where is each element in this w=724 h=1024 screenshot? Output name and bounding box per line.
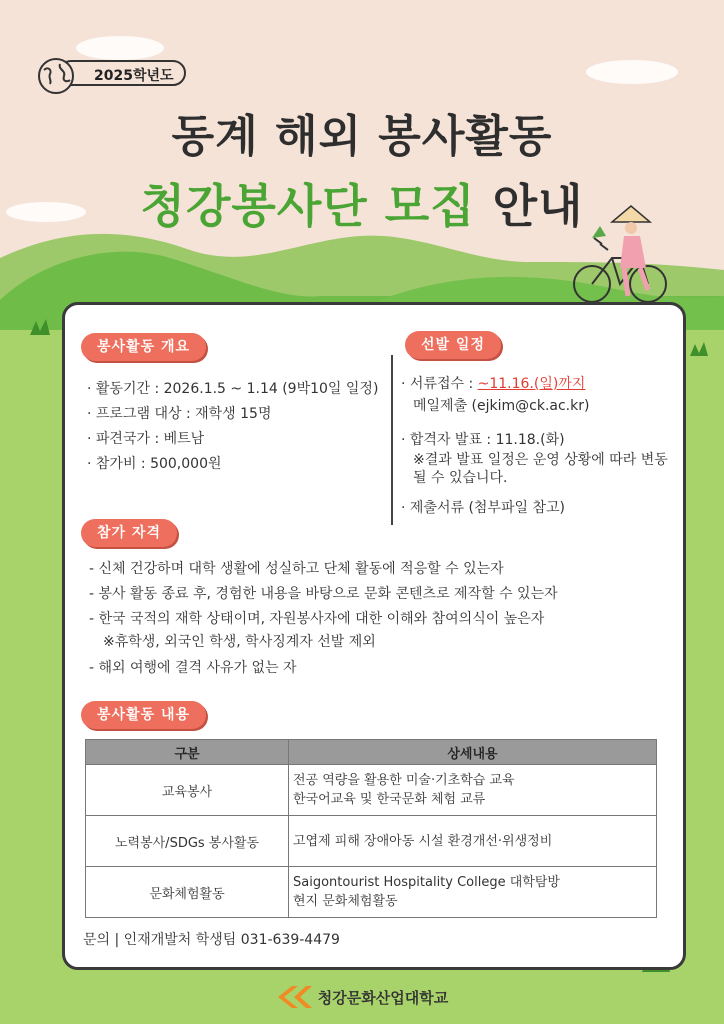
detail-line: 고엽제 피해 장애아동 시설 환경개선·위생정비 <box>293 833 553 849</box>
table-row <box>86 765 657 816</box>
title-green-part: 청강봉사단 모집 <box>140 179 476 233</box>
section-divider <box>391 355 393 525</box>
globe-icon <box>36 56 76 96</box>
qualification-note: ※휴학생, 외국인 학생, 학사징계자 선발 제외 <box>103 634 376 650</box>
table-row <box>86 816 657 867</box>
announce-note: ※결과 발표 일정은 운영 상황에 따라 변동될 수 있습니다. <box>413 452 668 486</box>
table-cell-detail <box>289 816 657 867</box>
page-title-line1: 동계 해외 봉사활동 <box>171 111 553 162</box>
announce-item: · 합격자 발표 : 11.18.(화) <box>401 432 565 448</box>
list-item: · 참가비 : 500,000원 <box>87 456 222 472</box>
table-cell-detail <box>289 867 657 918</box>
qualification-list <box>89 557 669 681</box>
list-item: - 봉사 활동 종료 후, 경험한 내용을 바탕으로 문화 콘텐츠로 제작할 수 있는자 <box>89 586 558 602</box>
overview-heading: 봉사활동 개요 <box>81 333 206 361</box>
detail-line: 전공 역량을 활용한 미술·기초학습 교육 <box>293 773 515 788</box>
table-cell-detail <box>289 765 657 816</box>
column-header: 상세내용 <box>289 740 657 765</box>
doc-method: 메일제출 (ejkim@ck.ac.kr) <box>413 398 590 414</box>
footer-logo <box>0 984 724 1010</box>
year-text: 2025학년도 <box>94 68 174 84</box>
list-item: - 해외 여행에 결격 사유가 없는 자 <box>89 660 297 676</box>
table-header-row <box>86 740 657 765</box>
university-logo-icon <box>276 984 312 1010</box>
university-name: 청강문화산업대학교 <box>317 988 449 1007</box>
qualification-heading: 참가 자격 <box>81 519 177 547</box>
table-cell-category: 교육봉사 <box>86 765 289 816</box>
list-item: · 활동기간 : 2026.1.5 ~ 1.14 (9박10일 일정) <box>87 381 379 397</box>
schedule-heading: 선발 일정 <box>405 331 501 359</box>
doc-deadline: ~11.16.(일)까지 <box>477 376 586 392</box>
list-item: - 신체 건강하며 대학 생활에 성실하고 단체 활동에 적응할 수 있는자 <box>89 561 504 577</box>
content-table <box>85 739 657 918</box>
doc-label: · 서류접수 : <box>401 376 478 392</box>
table-row <box>86 867 657 918</box>
column-header: 구분 <box>86 740 289 765</box>
page-title-line2 <box>0 170 724 236</box>
info-card <box>62 302 686 970</box>
list-item <box>401 373 681 395</box>
detail-line: 한국어교육 및 한국문화 체험 교류 <box>293 792 486 807</box>
detail-line: Saigontourist Hospitality College 대학탐방 <box>293 875 560 890</box>
overview-list <box>87 377 378 477</box>
detail-line: 현지 문화체험활동 <box>293 894 398 909</box>
table-cell-category: 문화체험활동 <box>86 867 289 918</box>
schedule-list <box>401 373 681 519</box>
content-heading: 봉사활동 내용 <box>81 701 206 729</box>
contact-info: 문의 | 인재개발처 학생팀 031-639-4479 <box>83 932 340 948</box>
title-dark-part: 안내 <box>492 179 584 233</box>
table-cell-category: 노력봉사/SDGs 봉사활동 <box>86 816 289 867</box>
list-item: - 한국 국적의 재학 상태이며, 자원봉사자에 대한 이해와 참여의식이 높은자 <box>89 611 545 627</box>
list-item: · 파견국가 : 베트남 <box>87 431 205 447</box>
year-badge <box>36 56 186 90</box>
submit-item: · 제출서류 (첨부파일 참고) <box>401 500 565 516</box>
list-item: · 프로그램 대상 : 재학생 15명 <box>87 406 272 422</box>
